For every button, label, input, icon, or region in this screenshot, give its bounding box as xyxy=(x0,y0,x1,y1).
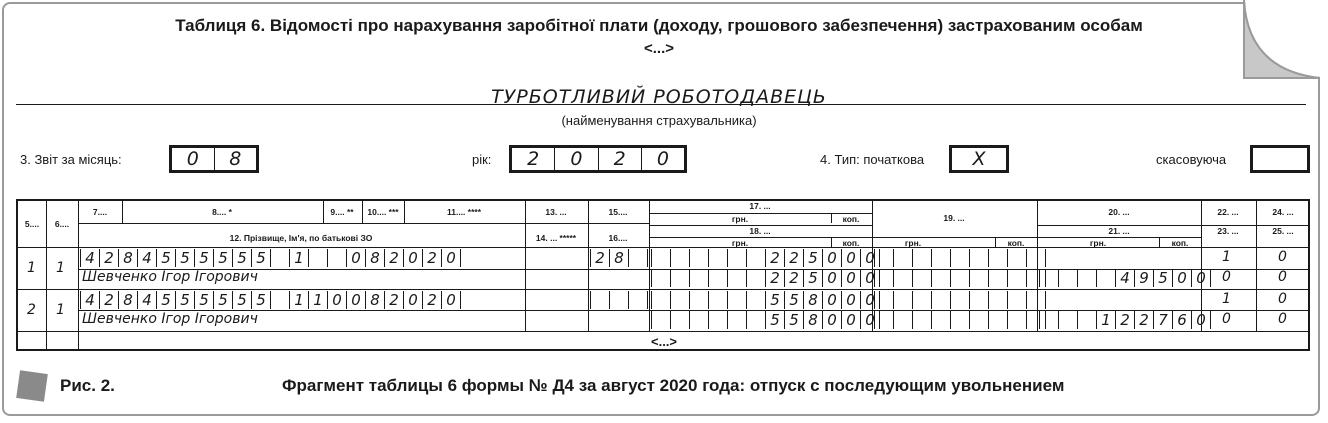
digit-cell: 0 xyxy=(842,291,861,309)
col-23-value: 0 xyxy=(1222,311,1231,327)
digit-cell xyxy=(1008,311,1027,329)
row-number: 2 xyxy=(27,302,36,318)
col-18-kop: коп. xyxy=(842,238,860,248)
amount-21-cells xyxy=(1039,311,1211,329)
digit-cell: 5 xyxy=(804,269,823,287)
digit-cell: 0 xyxy=(842,269,861,287)
digit-cell: 0 xyxy=(823,311,842,329)
employer-name: ТУРБОТЛИВИЙ РОБОТОДАВЕЦЬ xyxy=(491,86,827,108)
digit-cell: 5 xyxy=(785,311,804,329)
digit-cell xyxy=(629,249,648,267)
digit-cell: 5 xyxy=(1154,269,1173,287)
digit-cell: 0 xyxy=(861,269,880,287)
title-ellipsis: <...> xyxy=(643,40,675,57)
digit-cell: 0 xyxy=(861,311,880,329)
digit-cell: 2 xyxy=(100,291,119,309)
digit-cell: 5 xyxy=(214,249,233,267)
digit-cell: 5 xyxy=(785,291,804,309)
col-25-value: 0 xyxy=(1278,269,1287,285)
digit-cell xyxy=(913,269,932,287)
digit-cell xyxy=(690,311,709,329)
digit-cell xyxy=(309,249,328,267)
digit-cell: 8 xyxy=(804,311,823,329)
digit-cell xyxy=(894,269,913,287)
digit-cell xyxy=(610,291,629,309)
digit-cell xyxy=(271,291,290,309)
col-24-value: 0 xyxy=(1278,291,1287,307)
digit-cell xyxy=(875,291,894,309)
digit-cell xyxy=(932,269,951,287)
digit-box: 2 xyxy=(512,148,555,170)
digit-cell: 0 xyxy=(442,291,461,309)
digit-cell: 2 xyxy=(423,291,442,309)
digit-cell: 0 xyxy=(842,311,861,329)
digit-cell: 0 xyxy=(823,249,842,267)
digit-box: 8 xyxy=(229,148,242,170)
digit-cell xyxy=(671,291,690,309)
digit-cell xyxy=(671,311,690,329)
digit-box: 0 xyxy=(172,148,215,170)
digit-cell xyxy=(728,269,747,287)
digit-cell: 8 xyxy=(804,291,823,309)
figure-marker-icon xyxy=(16,370,48,402)
digit-cell xyxy=(1008,291,1027,309)
col-24-value: 0 xyxy=(1278,249,1287,265)
digit-cell xyxy=(913,249,932,267)
col-19-grn: грн. xyxy=(904,238,922,248)
digit-cell xyxy=(728,249,747,267)
col-10-header: 10.... *** xyxy=(367,207,399,217)
col-21-kop: коп. xyxy=(1171,238,1189,248)
cancel-label: скасовуюча xyxy=(1156,152,1227,167)
digit-cell xyxy=(1040,269,1059,287)
amount-18-cells xyxy=(651,269,880,287)
col-13-header: 13. ... xyxy=(545,207,567,217)
year-field[interactable] xyxy=(509,145,687,173)
digit-cell: 0 xyxy=(442,249,461,267)
digit-cell: 2 xyxy=(591,249,610,267)
col-15-cells xyxy=(590,249,648,267)
employee-name: Шевченко Ігор Ігорович xyxy=(82,311,258,327)
digit-cell xyxy=(1027,249,1046,267)
digit-cell xyxy=(629,291,648,309)
digit-cell xyxy=(970,291,989,309)
col-7-header: 7.... xyxy=(92,207,108,217)
digit-cell: 0 xyxy=(823,291,842,309)
col-25-value: 0 xyxy=(1278,311,1287,327)
table-ellipsis: <...> xyxy=(650,334,678,349)
digit-cell xyxy=(671,269,690,287)
row-number: 1 xyxy=(27,260,36,276)
digit-cell xyxy=(747,269,766,287)
digit-cell xyxy=(1078,311,1097,329)
digit-cell: 0 xyxy=(347,291,366,309)
digit-box: 0 xyxy=(656,148,669,170)
digit-cell xyxy=(894,311,913,329)
digit-cell: 2 xyxy=(766,249,785,267)
digit-cell: 0 xyxy=(1192,311,1211,329)
col-21-grn: грн. xyxy=(1089,238,1107,248)
col-5-header: 5.... xyxy=(24,219,40,229)
digit-cell xyxy=(328,249,347,267)
col-15-header: 15.... xyxy=(608,207,628,217)
digit-cell xyxy=(1078,269,1097,287)
col-19-header: 19. ... xyxy=(943,213,965,223)
type-initial-value: X xyxy=(972,148,986,170)
digit-cell: 5 xyxy=(233,291,252,309)
col-24-header: 24. ... xyxy=(1272,207,1294,217)
digit-cell: 5 xyxy=(233,249,252,267)
digit-cell: 4 xyxy=(81,249,100,267)
digit-cell: 2 xyxy=(785,269,804,287)
data-table xyxy=(16,199,1310,351)
digit-cell xyxy=(989,249,1008,267)
digit-cell: 0 xyxy=(328,291,347,309)
col-22-value: 1 xyxy=(1222,291,1231,307)
digit-cell xyxy=(951,311,970,329)
digit-cell xyxy=(709,291,728,309)
digit-cell xyxy=(875,269,894,287)
digit-cell xyxy=(1027,291,1046,309)
digit-cell: 2 xyxy=(1135,311,1154,329)
col-22-header: 22. ... xyxy=(1217,207,1239,217)
col-17-header: 17. ... xyxy=(749,201,771,211)
type-label: 4. Тип: початкова xyxy=(820,152,925,167)
digit-cell: 5 xyxy=(157,249,176,267)
digit-cell: 2 xyxy=(100,249,119,267)
col-9-header: 9.... ** xyxy=(330,207,354,217)
digit-cell: 0 xyxy=(823,269,842,287)
digit-cell: 4 xyxy=(81,291,100,309)
digit-cell xyxy=(894,291,913,309)
year-label: рік: xyxy=(472,152,492,167)
digit-cell: 8 xyxy=(610,249,629,267)
col-12-header: 12. Прізвище, Ім'я, по батькові ЗО xyxy=(229,233,373,243)
digit-cell: 5 xyxy=(214,291,233,309)
digit-cell: 0 xyxy=(861,249,880,267)
col-23-header: 23. ... xyxy=(1217,226,1239,236)
digit-cell xyxy=(894,249,913,267)
digit-cell: 5 xyxy=(195,291,214,309)
col-6-value: 1 xyxy=(56,260,65,276)
digit-cell xyxy=(1040,311,1059,329)
col-19-kop: коп. xyxy=(1007,238,1025,248)
digit-cell: 5 xyxy=(766,291,785,309)
digit-cell xyxy=(1008,269,1027,287)
digit-cell xyxy=(951,291,970,309)
digit-cell: 1 xyxy=(290,291,309,309)
col-19-cells xyxy=(874,291,1046,309)
col-21-header: 21. ... xyxy=(1108,226,1130,236)
digit-box: 0 xyxy=(555,148,598,170)
col-19-cells xyxy=(874,311,1046,329)
digit-box: 2 xyxy=(599,148,642,170)
digit-cell: 2 xyxy=(385,249,404,267)
table-title: Таблиця 6. Відомості про нарахування заробітної плати (доходу, грошового забезпечення) застрахованим особам xyxy=(175,16,1143,35)
employer-caption: (найменування страхувальника) xyxy=(561,113,757,128)
digit-cell: 0 xyxy=(347,249,366,267)
col-17-kop: коп. xyxy=(842,214,860,224)
digit-cell xyxy=(1097,269,1116,287)
amount-18-cells xyxy=(651,311,880,329)
col-20-header: 20. ... xyxy=(1108,207,1130,217)
digit-cell xyxy=(970,269,989,287)
col-19-cells xyxy=(874,249,1046,267)
digit-cell: 8 xyxy=(119,249,138,267)
month-label: 3. Звіт за місяць: xyxy=(20,152,122,167)
digit-cell: 0 xyxy=(404,249,423,267)
digit-cell: 1 xyxy=(1097,311,1116,329)
digit-cell: 5 xyxy=(252,249,271,267)
col-19-cells xyxy=(874,269,1046,287)
digit-cell: 4 xyxy=(138,249,157,267)
id-date-cells xyxy=(80,249,461,267)
col-15-cells xyxy=(590,291,648,309)
digit-cell xyxy=(652,269,671,287)
col-14-header: 14. ... ***** xyxy=(535,233,577,243)
digit-cell: 2 xyxy=(385,291,404,309)
digit-cell: 1 xyxy=(290,249,309,267)
digit-cell: 5 xyxy=(176,291,195,309)
digit-cell: 5 xyxy=(804,249,823,267)
digit-cell xyxy=(989,291,1008,309)
col-8-header: 8.... * xyxy=(212,207,232,217)
digit-cell: 0 xyxy=(842,249,861,267)
digit-cell: 5 xyxy=(176,249,195,267)
digit-cell: 8 xyxy=(366,291,385,309)
digit-cell: 8 xyxy=(366,249,385,267)
type-initial-field[interactable] xyxy=(949,145,1009,173)
digit-cell xyxy=(875,311,894,329)
digit-cell xyxy=(747,249,766,267)
col-17-grn: грн. xyxy=(731,214,749,224)
digit-cell xyxy=(591,291,610,309)
digit-cell xyxy=(1008,249,1027,267)
digit-cell: 0 xyxy=(1192,269,1211,287)
digit-cell: 2 xyxy=(423,249,442,267)
digit-cell: 0 xyxy=(861,291,880,309)
digit-cell xyxy=(875,249,894,267)
digit-cell xyxy=(951,249,970,267)
digit-cell: 0 xyxy=(404,291,423,309)
digit-cell xyxy=(709,249,728,267)
amount-21-cells xyxy=(1039,269,1211,287)
digit-cell xyxy=(690,269,709,287)
digit-cell: 0 xyxy=(1173,269,1192,287)
digit-cell: 5 xyxy=(195,249,214,267)
digit-cell xyxy=(747,291,766,309)
digit-cell xyxy=(652,291,671,309)
digit-cell: 1 xyxy=(309,291,328,309)
figure-label: Рис. 2. xyxy=(60,376,115,395)
amount-17-cells xyxy=(651,291,880,309)
digit-cell xyxy=(709,269,728,287)
amount-17-cells xyxy=(651,249,880,267)
digit-cell: 6 xyxy=(1173,311,1192,329)
digit-cell xyxy=(728,311,747,329)
employee-name: Шевченко Ігор Ігорович xyxy=(82,269,258,285)
type-cancel-field[interactable] xyxy=(1250,145,1310,173)
digit-cell xyxy=(989,311,1008,329)
figure-caption: Фрагмент таблицы 6 формы № Д4 за август 2020 года: отпуск с последующим увольнением xyxy=(282,376,1065,395)
col-6-header: 6.... xyxy=(54,219,70,229)
digit-cell xyxy=(690,291,709,309)
col-6-value: 1 xyxy=(56,302,65,318)
month-field[interactable] xyxy=(169,145,259,173)
digit-cell: 5 xyxy=(766,311,785,329)
col-11-header: 11.... **** xyxy=(446,207,482,217)
col-18-header: 18. ... xyxy=(749,226,771,236)
digit-cell: 9 xyxy=(1135,269,1154,287)
digit-cell xyxy=(1059,311,1078,329)
digit-cell xyxy=(1059,269,1078,287)
digit-cell: 7 xyxy=(1154,311,1173,329)
digit-cell: 4 xyxy=(1116,269,1135,287)
digit-cell: 2 xyxy=(1116,311,1135,329)
digit-cell: 5 xyxy=(252,291,271,309)
digit-cell xyxy=(728,291,747,309)
digit-cell xyxy=(652,249,671,267)
digit-cell xyxy=(652,311,671,329)
digit-cell xyxy=(913,291,932,309)
digit-cell: 5 xyxy=(157,291,176,309)
digit-cell: 8 xyxy=(119,291,138,309)
col-23-value: 0 xyxy=(1222,269,1231,285)
digit-cell: 2 xyxy=(785,249,804,267)
digit-cell xyxy=(913,311,932,329)
col-16-header: 16.... xyxy=(608,233,628,243)
digit-cell xyxy=(970,249,989,267)
digit-cell xyxy=(747,311,766,329)
col-25-header: 25. ... xyxy=(1272,226,1294,236)
digit-cell xyxy=(709,311,728,329)
digit-cell xyxy=(932,311,951,329)
col-18-grn: грн. xyxy=(731,238,749,248)
digit-cell xyxy=(932,291,951,309)
digit-cell xyxy=(271,249,290,267)
digit-cell xyxy=(951,269,970,287)
digit-cell xyxy=(970,311,989,329)
digit-cell: 2 xyxy=(766,269,785,287)
digit-cell xyxy=(932,249,951,267)
col-22-value: 1 xyxy=(1222,249,1231,265)
digit-cell xyxy=(671,249,690,267)
digit-cell xyxy=(690,249,709,267)
digit-cell: 4 xyxy=(138,291,157,309)
digit-cell xyxy=(989,269,1008,287)
id-date-cells xyxy=(80,291,461,309)
